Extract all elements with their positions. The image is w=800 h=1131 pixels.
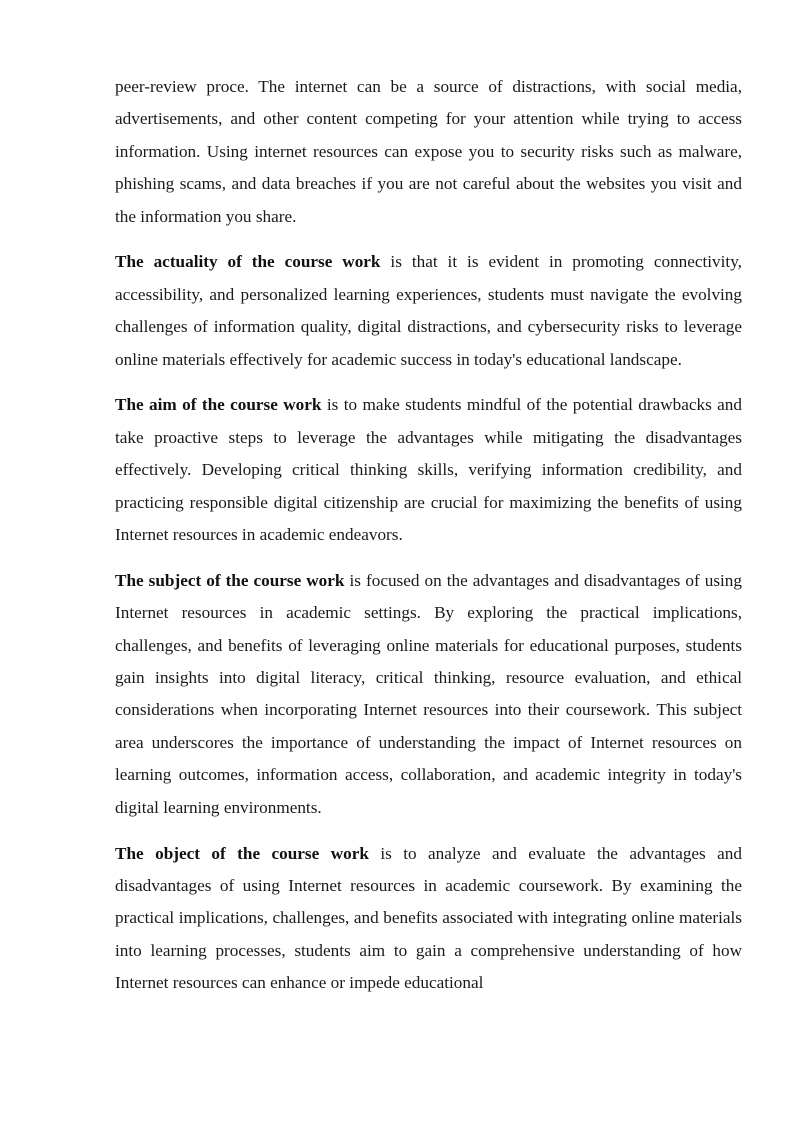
paragraph-text: is to analyze and evaluate the advantages and disadvantages of using Internet resources in academic coursework. By examining the practical implications, challenges, and benefits associated with integrating online materials into learning processes, students aim to gain a comprehensive understanding of how Internet resources can enhance or impede educational <box>115 843 742 993</box>
paragraph-heading: The object of the course work <box>115 843 369 863</box>
paragraph-object <box>115 838 742 1000</box>
paragraph-text: peer-review proce. The internet can be a source of distractions, with social media, advertisements, and other content competing for your attention while trying to access information. Using internet resources can expose you to security risks such as malware, phishing scams, and data breaches if you are not careful about the websites you visit and the information you share. <box>115 77 742 226</box>
paragraph-security-risks <box>115 71 742 233</box>
paragraph-text: is to make students mindful of the potential drawbacks and take proactive steps to leverage the advantages while mitigating the disadvantages effectively. Developing critical thinking skills, verifying information credibility, and practicing responsible digital citizenship are crucial for maximizing the benefits of using Internet resources in academic endeavors. <box>115 395 742 545</box>
paragraph-aim <box>115 389 742 551</box>
paragraph-text: is focused on the advantages and disadvantages of using Internet resources in academic settings. By exploring the practical implications, challenges, and benefits of leveraging online materials for educational purposes, students gain insights into digital literacy, critical thinking, resource evaluation, and ethical considerations when incorporating Internet resources into their coursework. This subject area underscores the importance of understanding the impact of Internet resources on learning outcomes, information access, collaboration, and academic integrity in today's digital learning environments. <box>115 570 742 817</box>
paragraph-heading: The aim of the course work <box>115 395 322 415</box>
paragraph-actuality <box>115 246 742 376</box>
paragraph-text: is that it is evident in promoting connectivity, accessibility, and personalized learning experiences, students must navigate the evolving challenges of information quality, digital distractions, and cybersecurity risks to leverage online materials effectively for academic success in today's educational landscape. <box>115 252 742 369</box>
document-body <box>115 71 742 1013</box>
paragraph-heading: The actuality of the course work <box>115 252 381 272</box>
paragraph-heading: The subject of the course work <box>115 570 345 590</box>
paragraph-subject <box>115 565 742 824</box>
